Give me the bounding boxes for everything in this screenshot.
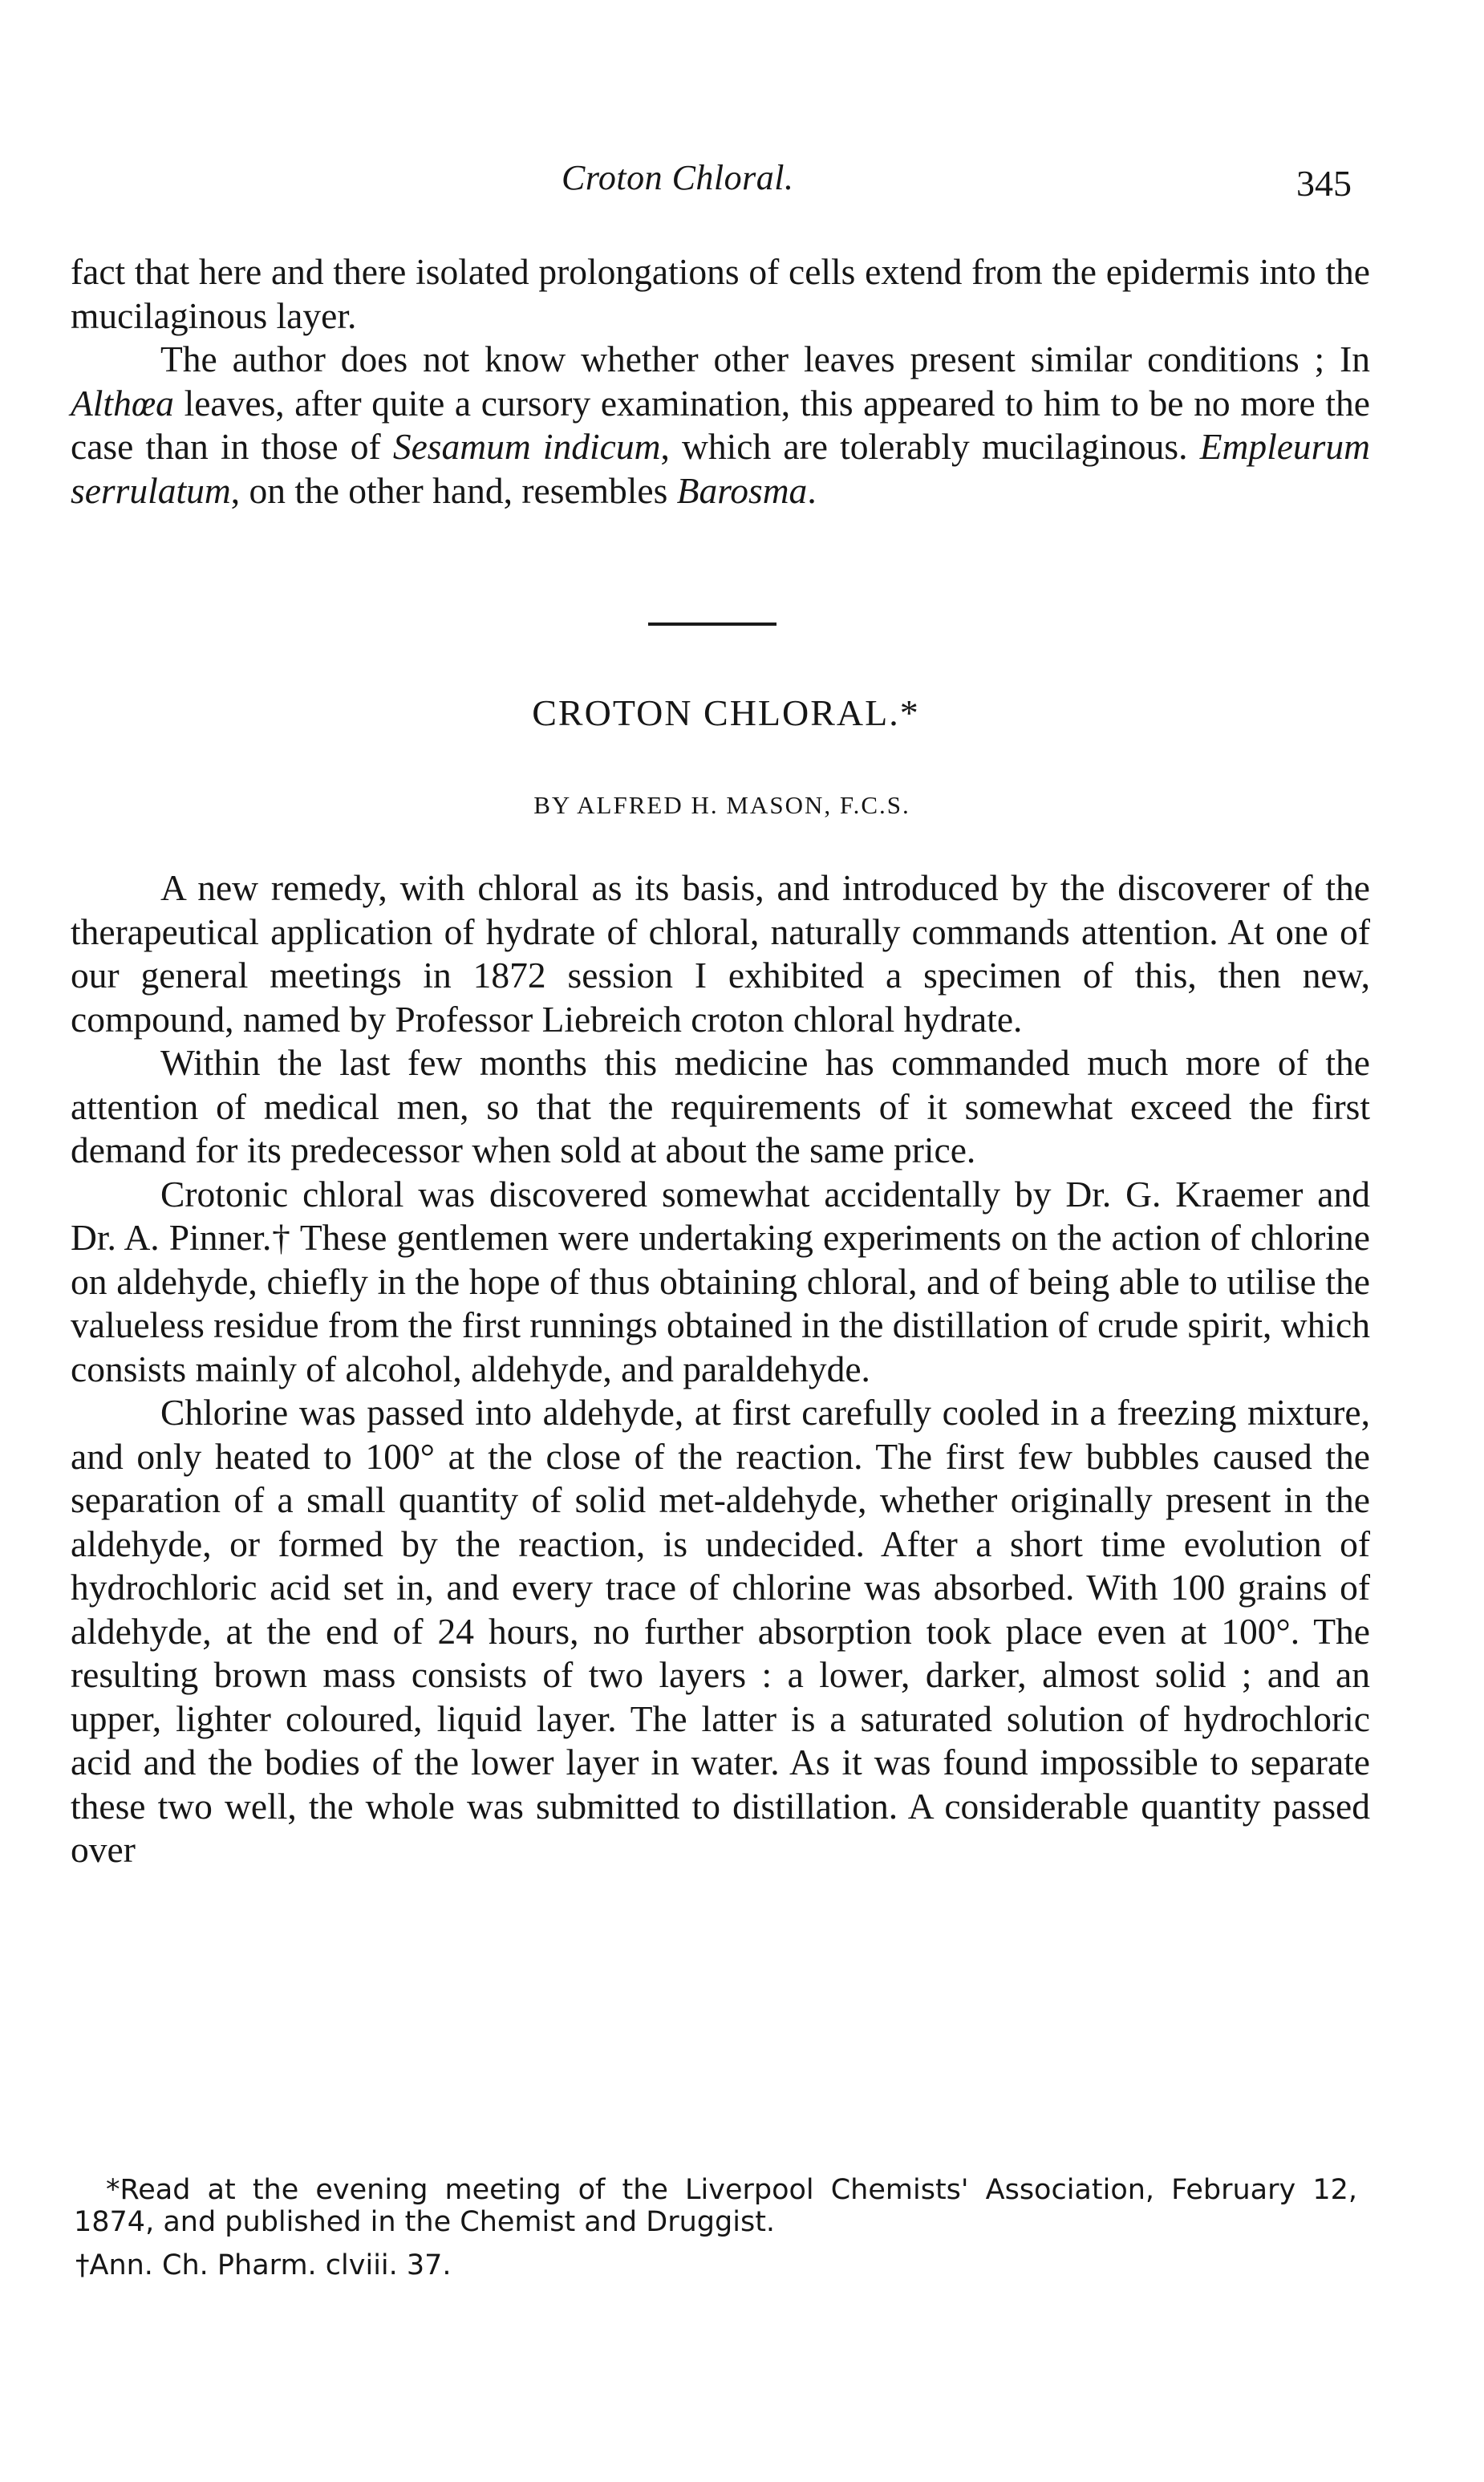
running-title: Croton Chloral. <box>562 158 794 197</box>
italic-term: Empleurum serrulatum <box>71 426 1370 511</box>
italic-term: Althœa <box>71 382 174 424</box>
footnote-2: †Ann. Ch. Pharm. clviii. 37. <box>75 2249 452 2281</box>
body-paragraph-2: Within the last few months this medicine has commanded much more of the attention of medical men, so that the requirements of it somewhat exceed the first demand for its predecessor when sold at about the same price. <box>71 1042 1370 1170</box>
section-divider-rule <box>648 623 776 626</box>
page-number: 345 <box>1296 163 1352 204</box>
article-byline: BY ALFRED H. MASON, F.C.S. <box>533 791 910 819</box>
article-title: CROTON CHLORAL.* <box>532 692 920 733</box>
italic-term: Sesamum indicum <box>392 426 661 467</box>
footnote-1: *Read at the evening meeting of the Liverpool Chemists' Association, February 12, 1874, and published in the Chemist and Druggist. <box>74 2174 1357 2238</box>
body-paragraph-1: A new remedy, with chloral as its basis, and introduced by the discoverer of the therapeutical application of hydrate of chloral, naturally commands attention. At one of our general meetings in 1872 session I exhibited a specimen of this, then new, compound, named by Professor Liebreich croton chloral hydrate. <box>71 867 1370 1040</box>
preceding-article-ending <box>71 250 1370 513</box>
article-body <box>71 866 1370 1872</box>
running-header <box>0 157 1484 205</box>
intro-paragraph-2: The author does not know whether other leaves present similar conditions ; In Althœa leaves, after quite a cursory examination, this appeared to him to be no more the case than in those of Sesamum indicum, which are tolerably mucilaginous. Empleurum serrulatum, on the other hand, resembles Barosma. <box>71 339 1370 511</box>
italic-term: Barosma <box>676 469 808 511</box>
body-paragraph-4: Chlorine was passed into aldehyde, at first carefully cooled in a freezing mixture, and only heated to 100° at the close of the reaction. The first few bubbles caused the separation of a small quantity of solid met-aldehyde, whether originally present in the aldehyde, or formed by the reaction, is undecided. After a short time evolution of hydrochloric acid set in, and every trace of chlorine was absorbed. With 100 grains of aldehyde, at the end of 24 hours, no further absorption took place even at 100°. The resulting brown mass consists of two layers : a lower, darker, almost solid ; and an upper, lighter coloured, liquid layer. The latter is a saturated solution of hydrochloric acid and the bodies of the lower layer in water. As it was found impossible to separate these two well, the whole was submitted to distillation. A considerable quantity passed over <box>71 1392 1370 1870</box>
footnotes <box>74 2174 1357 2281</box>
intro-paragraph-1: fact that here and there isolated prolongations of cells extend from the epidermis into the mucilaginous layer. <box>71 251 1370 336</box>
body-paragraph-3: Crotonic chloral was discovered somewhat accidentally by Dr. G. Kraemer and Dr. A. Pinner.† These gentlemen were undertaking experiments on the action of chlorine on aldehyde, chiefly in the hope of thus obtaining chloral, and of being able to utilise the valueless residue from the first runnings obtained in the distillation of crude spirit, which consists mainly of alcohol, aldehyde, and paraldehyde. <box>71 1173 1370 1389</box>
